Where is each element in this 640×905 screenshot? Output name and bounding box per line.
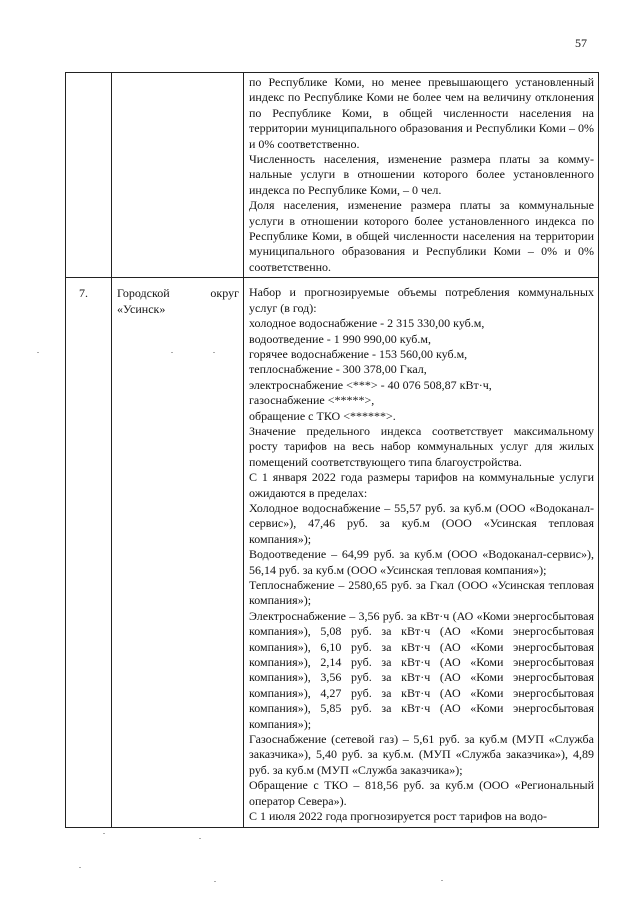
description-text xyxy=(244,278,598,826)
municipality-name xyxy=(112,73,243,81)
tariff-paragraph: Обращение с ТКО – 818,56 руб. за куб.м (ООО «Региональный оператор Севера»). xyxy=(249,778,594,808)
scan-speck xyxy=(214,881,216,882)
tariff-paragraph: Теплоснабжение – 2580,65 руб. за Гкал (ООО «Усинская тепловая компания»); xyxy=(249,578,594,608)
scan-speck xyxy=(103,833,105,834)
description-cell xyxy=(244,278,599,827)
volume-line: холодное водоснабжение - 2 315 330,00 куб.м, xyxy=(249,316,485,331)
paragraph: С 1 июля 2022 года прогнозируется рост тарифов на водо- xyxy=(249,809,548,824)
municipality-title: «Усинск» xyxy=(117,301,166,316)
paragraph: Значение предельного индекса соответствует максимальному росту тарифов на весь набор коммунальных услуг для жилых помещений соответствующего типа благоустройства. xyxy=(249,423,594,469)
paragraph: Доля населения, изменение размера платы за коммунальные услуги в отношении которого более установленного индекса по Республике Коми, в общей численности населения на территории муниципального образования и Республики Коми – 0% и 0% соответственно. xyxy=(249,198,594,274)
row-number-cell xyxy=(66,73,112,278)
scan-speck xyxy=(441,880,443,881)
description-cell xyxy=(244,73,599,278)
page-number: 57 xyxy=(575,36,587,50)
tariff-table xyxy=(65,72,599,828)
row-number: 7. xyxy=(79,286,88,301)
scan-speck xyxy=(199,838,201,839)
table-row-continued xyxy=(66,73,599,278)
row-number-cell xyxy=(66,278,112,827)
tariff-paragraph: Водоотведение – 64,99 руб. за куб.м (ООО «Водоканал-сервис»), 56,14 руб. за куб.м (ООО «Усинская тепловая компания»); xyxy=(249,547,594,577)
volume-line: теплоснабжение - 300 378,00 Гкал, xyxy=(249,362,427,377)
table-row-7 xyxy=(66,278,599,827)
description-text xyxy=(244,73,598,277)
municipality-type-word: округ xyxy=(210,286,239,301)
volume-line: водоотведение - 1 990 990,00 куб.м, xyxy=(249,331,431,346)
tariff-paragraph: Электроснабжение – 3,56 руб. за кВт·ч (АО «Коми энергосбытовая компания»), 5,08 руб. за кВт·ч (АО «Коми энергосбытовая компания»), 6,10 руб. за кВт·ч (АО «Коми энергосбытовая компания»), 2,14 руб. за кВт·ч (АО «Коми энергосбытовая компания»), 3,56 руб. за кВт·ч (АО «Коми энергосбытовая компания»), 4,27 руб. за кВт·ч (АО «Коми энергосбытовая компания»), 5,85 руб. за кВт·ч (АО «Коми энергосбытовая компания»); xyxy=(249,608,594,731)
municipality-cell xyxy=(112,278,244,827)
municipality-cell xyxy=(112,73,244,278)
tariff-paragraph: Газоснабжение (сетевой газ) – 5,61 руб. за куб.м (МУП «Служба заказчика»), 5,40 руб. за куб.м. (МУП «Служба заказчика»), 4,89 руб. за куб.м (МУП «Служба заказчика»); xyxy=(249,732,594,777)
paragraph: С 1 января 2022 года размеры тарифов на коммунальные услуги ожидаются в пределах: xyxy=(249,470,594,500)
municipality-type-word: Городской xyxy=(117,286,170,301)
paragraph: Численность населения, изменение размера платы за коммунальные услуги в отношении которого более установленного индекса по Республике Коми, – 0 чел. xyxy=(249,152,594,197)
scan-speck xyxy=(171,352,173,353)
volume-line: электроснабжение <***> - 40 076 508,87 кВт·ч, xyxy=(249,377,492,392)
volume-line: горячее водоснабжение - 153 560,00 куб.м, xyxy=(249,346,468,361)
scan-speck xyxy=(79,867,81,868)
tariff-paragraph: Холодное водоснабжение – 55,57 руб. за куб.м (ООО «Водоканал-сервис»), 47,46 руб. за куб.м (ООО «Усинская тепловая компания»); xyxy=(249,500,594,546)
volume-line: газоснабжение <*****>, xyxy=(249,393,375,408)
scan-speck xyxy=(213,352,215,353)
municipality-name xyxy=(112,278,243,317)
volume-line: обращение с ТКО <******>. xyxy=(249,408,396,423)
paragraph: по Республике Коми, но менее превышающего установленный индекс по Республике Коми не более чем на величину отклонения по Республике Коми, в общей численности населения на территории муниципального образования и Республики Коми – 0% и 0% соответственно. xyxy=(249,75,594,151)
row-number xyxy=(66,73,111,81)
paragraph: Набор и прогнозируемые объемы потребления коммунальных услуг (в год): xyxy=(249,285,594,315)
scan-speck xyxy=(37,352,39,353)
